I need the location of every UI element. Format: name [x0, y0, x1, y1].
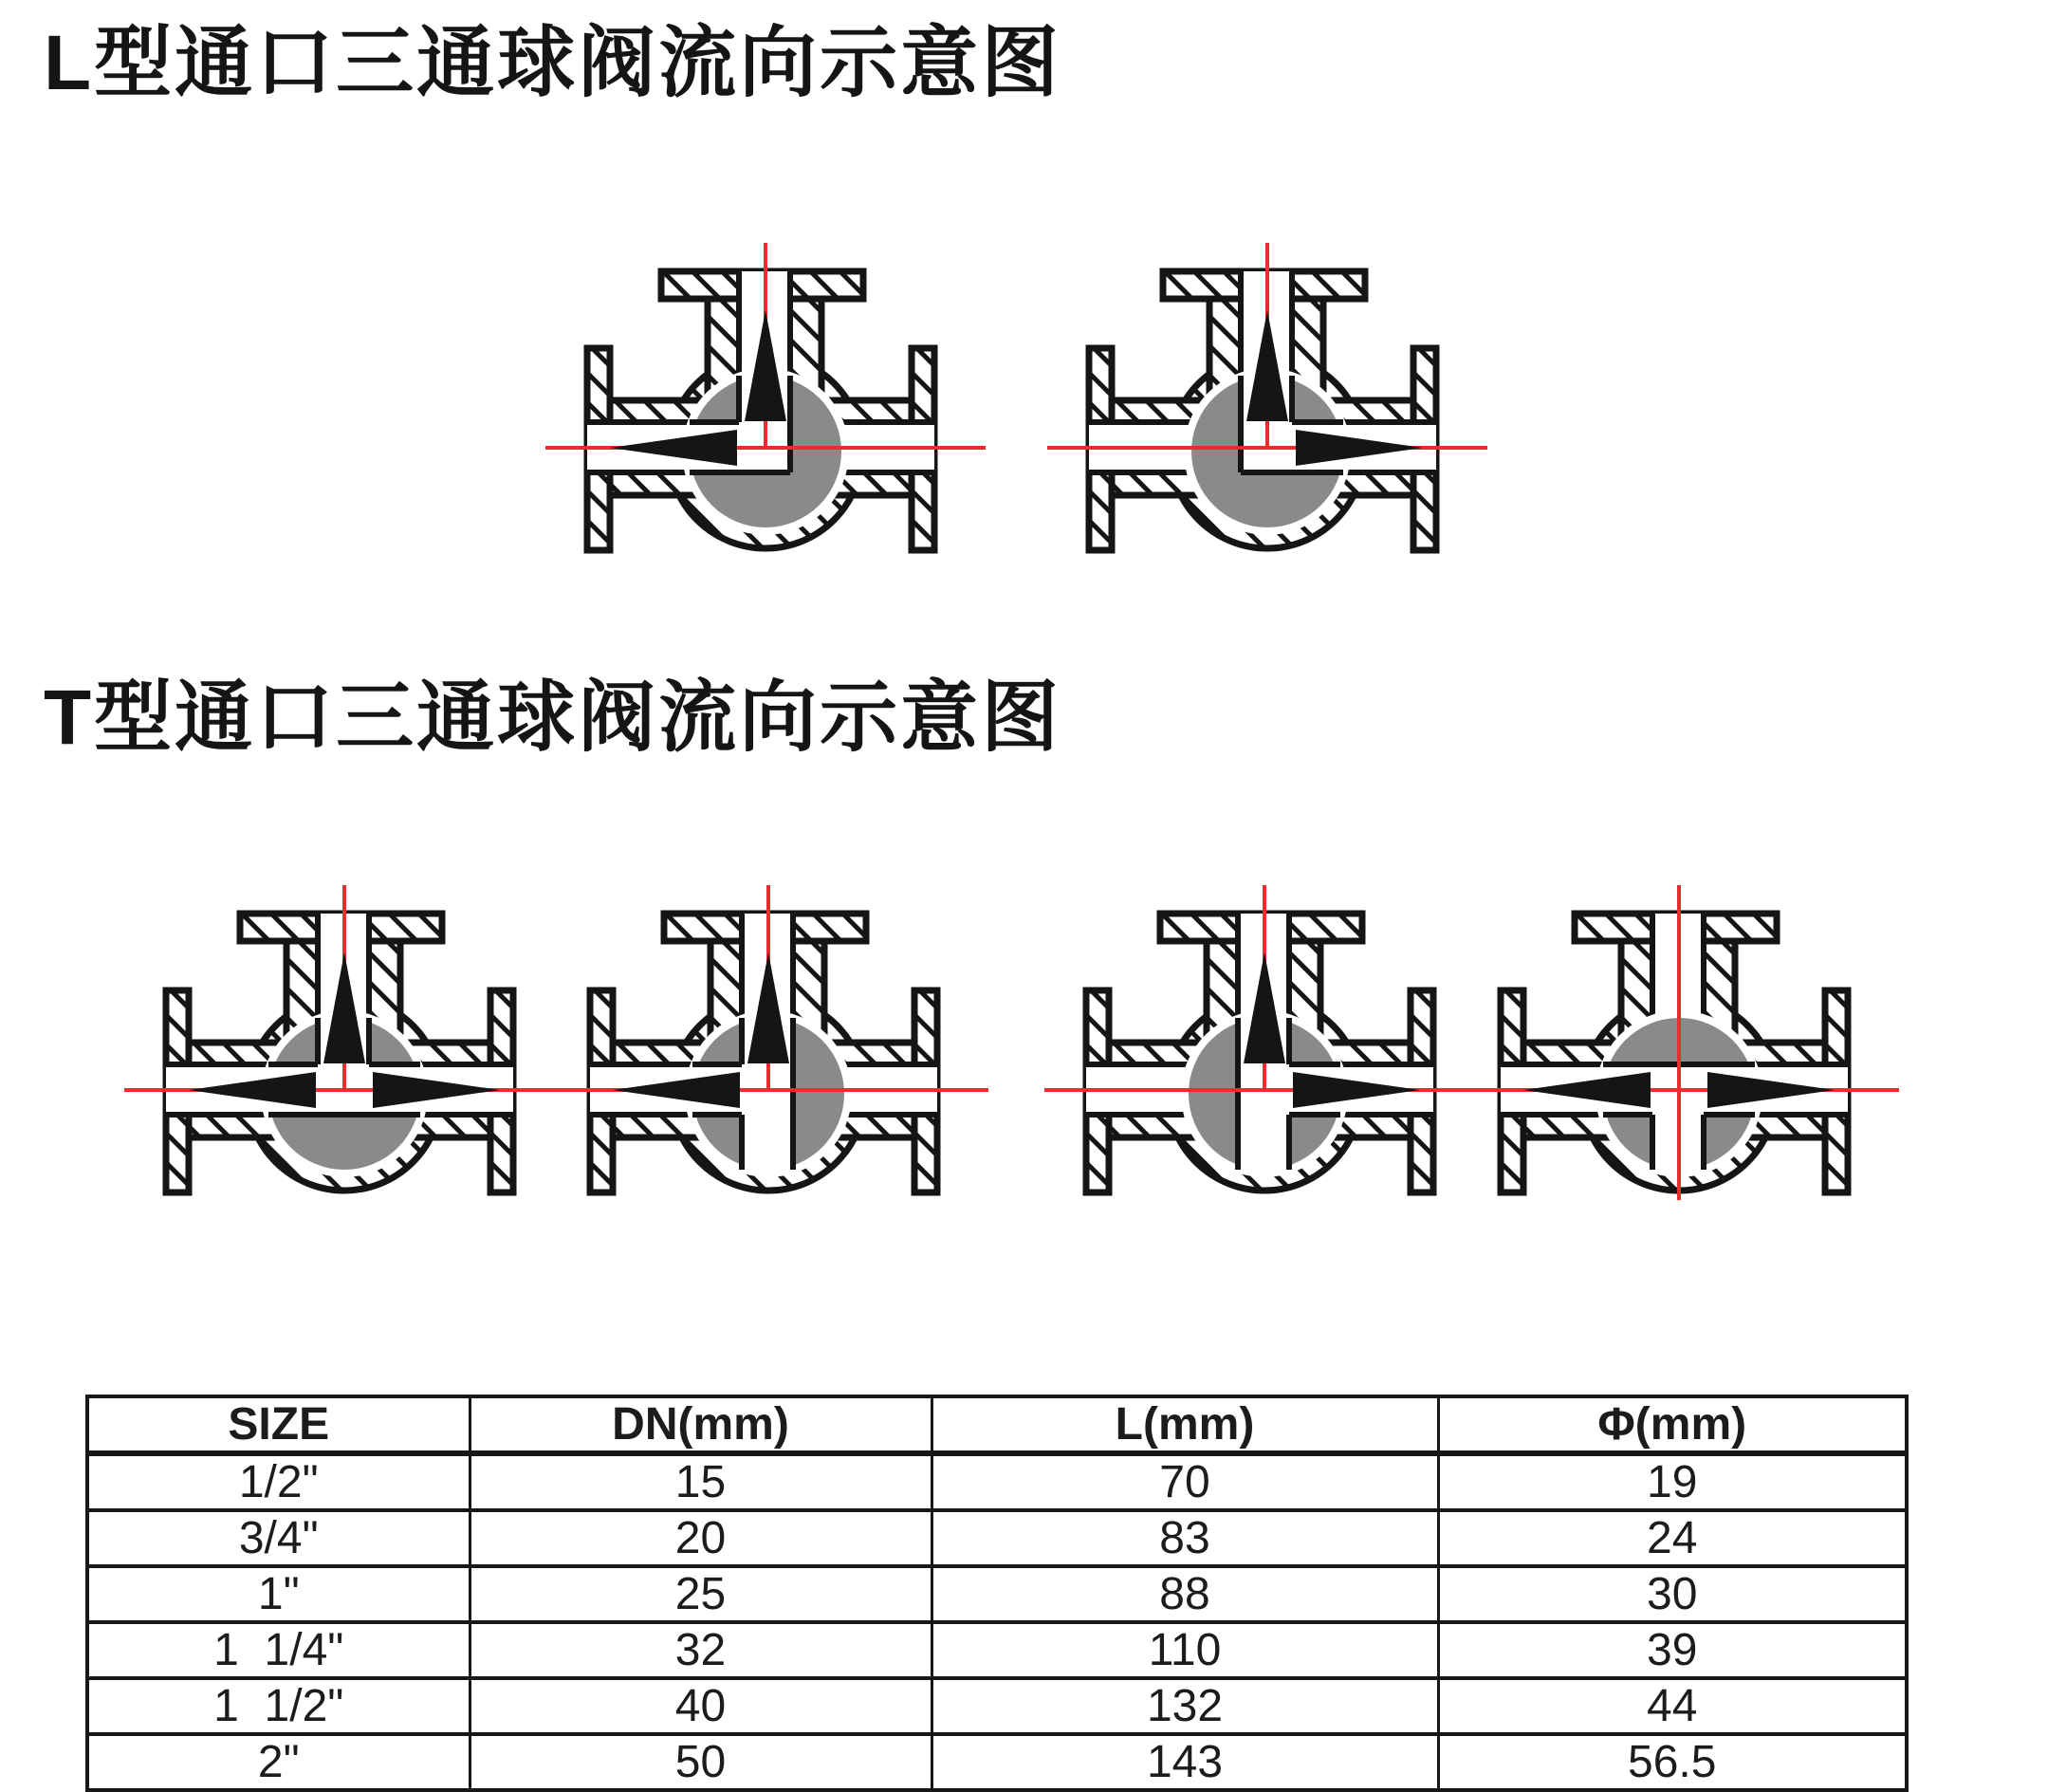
- valve-t-port-left-top: [541, 862, 996, 1242]
- valve-l-port-left-top: [538, 220, 993, 600]
- table-cell: 30: [1438, 1566, 1907, 1622]
- valve-l-port-right-top: [1040, 220, 1495, 600]
- valve-t-port-left-top-drawing: [541, 862, 996, 1242]
- table-cell: 44: [1438, 1678, 1907, 1734]
- table-cell: 1": [87, 1566, 470, 1622]
- valve-l-port-left-top-drawing: [538, 220, 993, 600]
- table-cell: 3/4": [87, 1510, 470, 1566]
- table-cell: 132: [932, 1678, 1438, 1734]
- page-title-t-type: T型通口三通球阀流向示意图: [44, 674, 1062, 761]
- table-row: [87, 1678, 1907, 1734]
- table-cell: 110: [932, 1622, 1438, 1678]
- valve-t-port-right-top-drawing: [1037, 862, 1492, 1242]
- table-header-cell: SIZE: [87, 1396, 470, 1453]
- table-header-cell: Φ(mm): [1438, 1396, 1907, 1453]
- table-cell: 56.5: [1438, 1734, 1907, 1790]
- table-header-cell: DN(mm): [470, 1396, 932, 1453]
- table-cell: 25: [470, 1566, 932, 1622]
- table-row: [87, 1510, 1907, 1566]
- valve-t-port-straight-drawing: [1451, 862, 1907, 1242]
- table-row: [87, 1734, 1907, 1790]
- table-cell: 15: [470, 1453, 932, 1510]
- table-cell: 1 1/2": [87, 1678, 470, 1734]
- table-cell: 39: [1438, 1622, 1907, 1678]
- valve-t-port-straight: [1451, 862, 1907, 1242]
- table-cell: 143: [932, 1734, 1438, 1790]
- table-cell: 40: [470, 1678, 932, 1734]
- table-header-row: [87, 1396, 1907, 1453]
- table-row: [87, 1622, 1907, 1678]
- valve-t-port-all-open: [117, 862, 572, 1242]
- table-cell: 50: [470, 1734, 932, 1790]
- page-title-l-type: L型通口三通球阀流向示意图: [44, 20, 1062, 106]
- table-body: [87, 1453, 1907, 1790]
- table-cell: 70: [932, 1453, 1438, 1510]
- table-cell: 2": [87, 1734, 470, 1790]
- table-cell: 20: [470, 1510, 932, 1566]
- table-cell: 88: [932, 1566, 1438, 1622]
- table-header-cell: L(mm): [932, 1396, 1438, 1453]
- table-row: [87, 1453, 1907, 1510]
- table-cell: 24: [1438, 1510, 1907, 1566]
- table-cell: 83: [932, 1510, 1438, 1566]
- valve-l-port-right-top-drawing: [1040, 220, 1495, 600]
- table-cell: 1 1/4": [87, 1622, 470, 1678]
- table-cell: 32: [470, 1622, 932, 1678]
- table-cell: 1/2": [87, 1453, 470, 1510]
- table-cell: 19: [1438, 1453, 1907, 1510]
- table-row: [87, 1566, 1907, 1622]
- valve-t-port-all-open-drawing: [117, 862, 572, 1242]
- spec-table: [85, 1395, 1909, 1792]
- valve-t-port-right-top: [1037, 862, 1492, 1242]
